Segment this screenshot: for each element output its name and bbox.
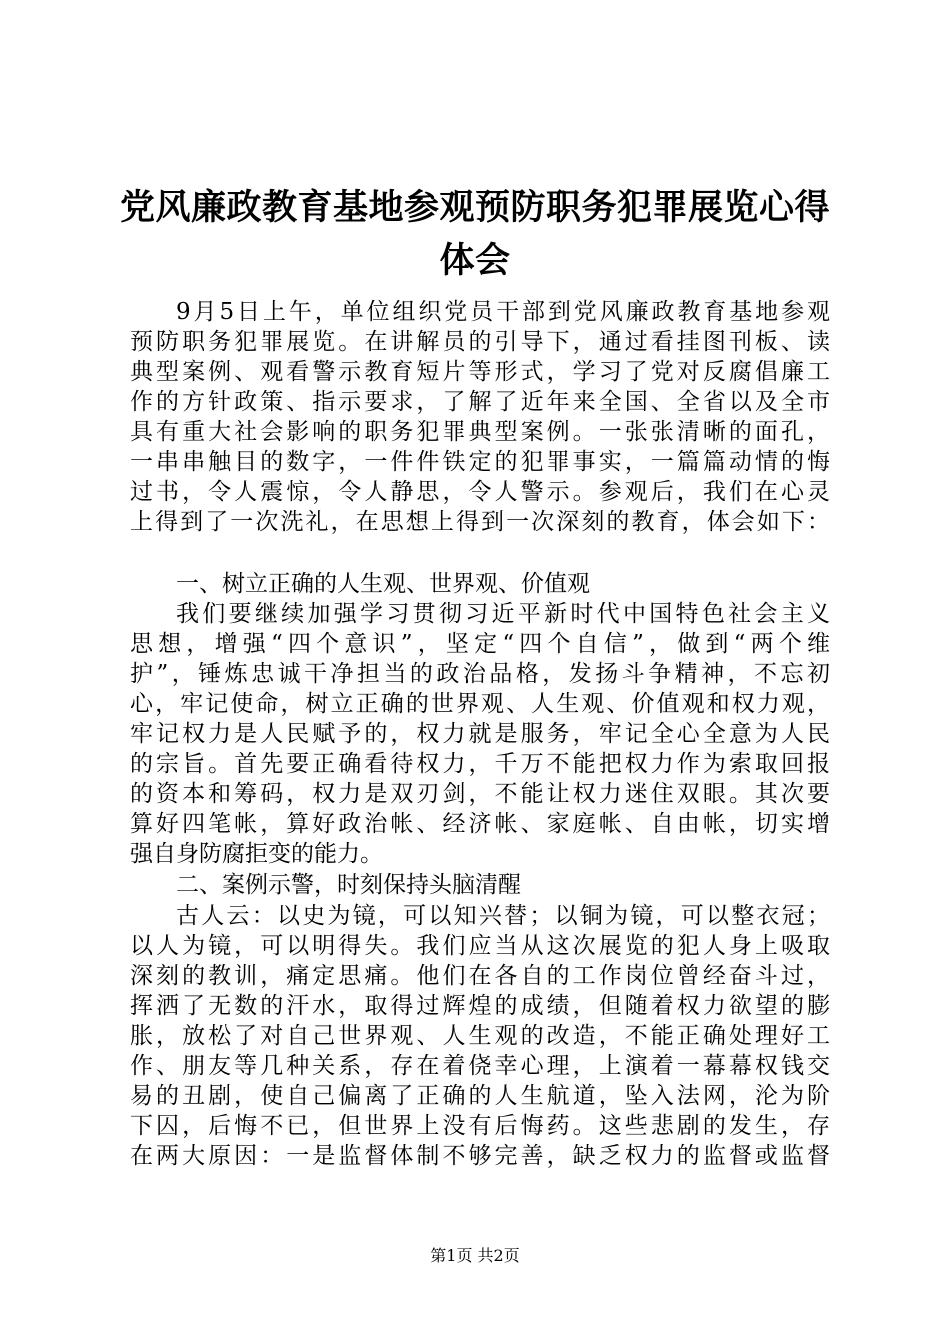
body-line: 心，牢记使命，树立正确的世界观、人生观、价值观和权力观， <box>130 691 830 717</box>
body-line: 我们要继续加强学习贯彻习近平新时代中国特色社会主义 <box>176 601 830 627</box>
section-heading: 二、案例示警，时刻保持头脑清醒 <box>176 872 521 898</box>
body-line: 思想，增强“四个意识”，坚定“四个自信”，做到“两个维 <box>130 631 830 657</box>
body-line: 具有重大社会影响的职务犯罪典型案例。一张张清晰的面孔， <box>130 419 830 445</box>
body-line: 典型案例、观看警示教育短片等形式，学习了党对反腐倡廉工 <box>130 359 830 385</box>
body-line: 上得到了一次洗礼，在思想上得到一次深刻的教育，体会如下： <box>130 509 830 535</box>
body-line: 以人为镜，可以明得失。我们应当从这次展览的犯人身上吸取 <box>130 933 830 959</box>
section-heading: 一、树立正确的人生观、世界观、价值观 <box>176 571 590 597</box>
body-line: 预防职务犯罪展览。在讲解员的引导下，通过看挂图刊板、读 <box>130 329 830 355</box>
body-line: 强自身防腐拒变的能力。 <box>130 841 383 867</box>
body-line: 护”，锤炼忠诚干净担当的政治品格，发扬斗争精神，不忘初 <box>130 661 830 687</box>
body-line: 9月5日上午，单位组织党员干部到党风廉政教育基地参观 <box>176 299 830 325</box>
document-title-line-2: 体会 <box>439 240 511 281</box>
body-line: 古人云：以史为镜，可以知兴替；以铜为镜，可以整衣冠； <box>176 903 830 929</box>
body-line: 易的丑剧，使自己偏离了正确的人生航道，坠入法网，沦为阶 <box>130 1083 830 1109</box>
body-line: 的宗旨。首先要正确看待权力，千万不能把权力作为索取回报 <box>130 751 830 777</box>
body-line: 作、朋友等几种关系，存在着侥幸心理，上演着一幕幕权钱交 <box>130 1053 830 1079</box>
body-line: 过书，令人震惊，令人静思，令人警示。参观后，我们在心灵 <box>130 479 830 505</box>
document-title-line-1: 党风廉政教育基地参观预防职务犯罪展览心得 <box>119 187 830 228</box>
body-line: 深刻的教训，痛定思痛。他们在各自的工作岗位曾经奋斗过， <box>130 963 830 989</box>
body-line: 的资本和筹码，权力是双刃剑，不能让权力迷住双眼。其次要 <box>130 781 830 807</box>
body-line: 下囚，后悔不已，但世界上没有后悔药。这些悲剧的发生，存 <box>130 1113 830 1139</box>
body-line: 一串串触目的数字，一件件铁定的犯罪事实，一篇篇动情的悔 <box>130 449 830 475</box>
body-line: 算好四笔帐，算好政治帐、经济帐、家庭帐、自由帐，切实增 <box>130 811 830 837</box>
body-line: 牢记权力是人民赋予的，权力就是服务，牢记全心全意为人民 <box>130 721 830 747</box>
body-line: 作的方针政策、指示要求，了解了近年来全国、全省以及全市 <box>130 389 830 415</box>
page-number: 第1页 共2页 <box>430 1246 520 1265</box>
body-line: 挥洒了无数的汗水，取得过辉煌的成绩，但随着权力欲望的膨 <box>130 993 830 1019</box>
body-line: 在两大原因：一是监督体制不够完善，缺乏权力的监督或监督 <box>130 1143 830 1169</box>
body-line: 胀，放松了对自己世界观、人生观的改造，不能正确处理好工 <box>130 1023 830 1049</box>
